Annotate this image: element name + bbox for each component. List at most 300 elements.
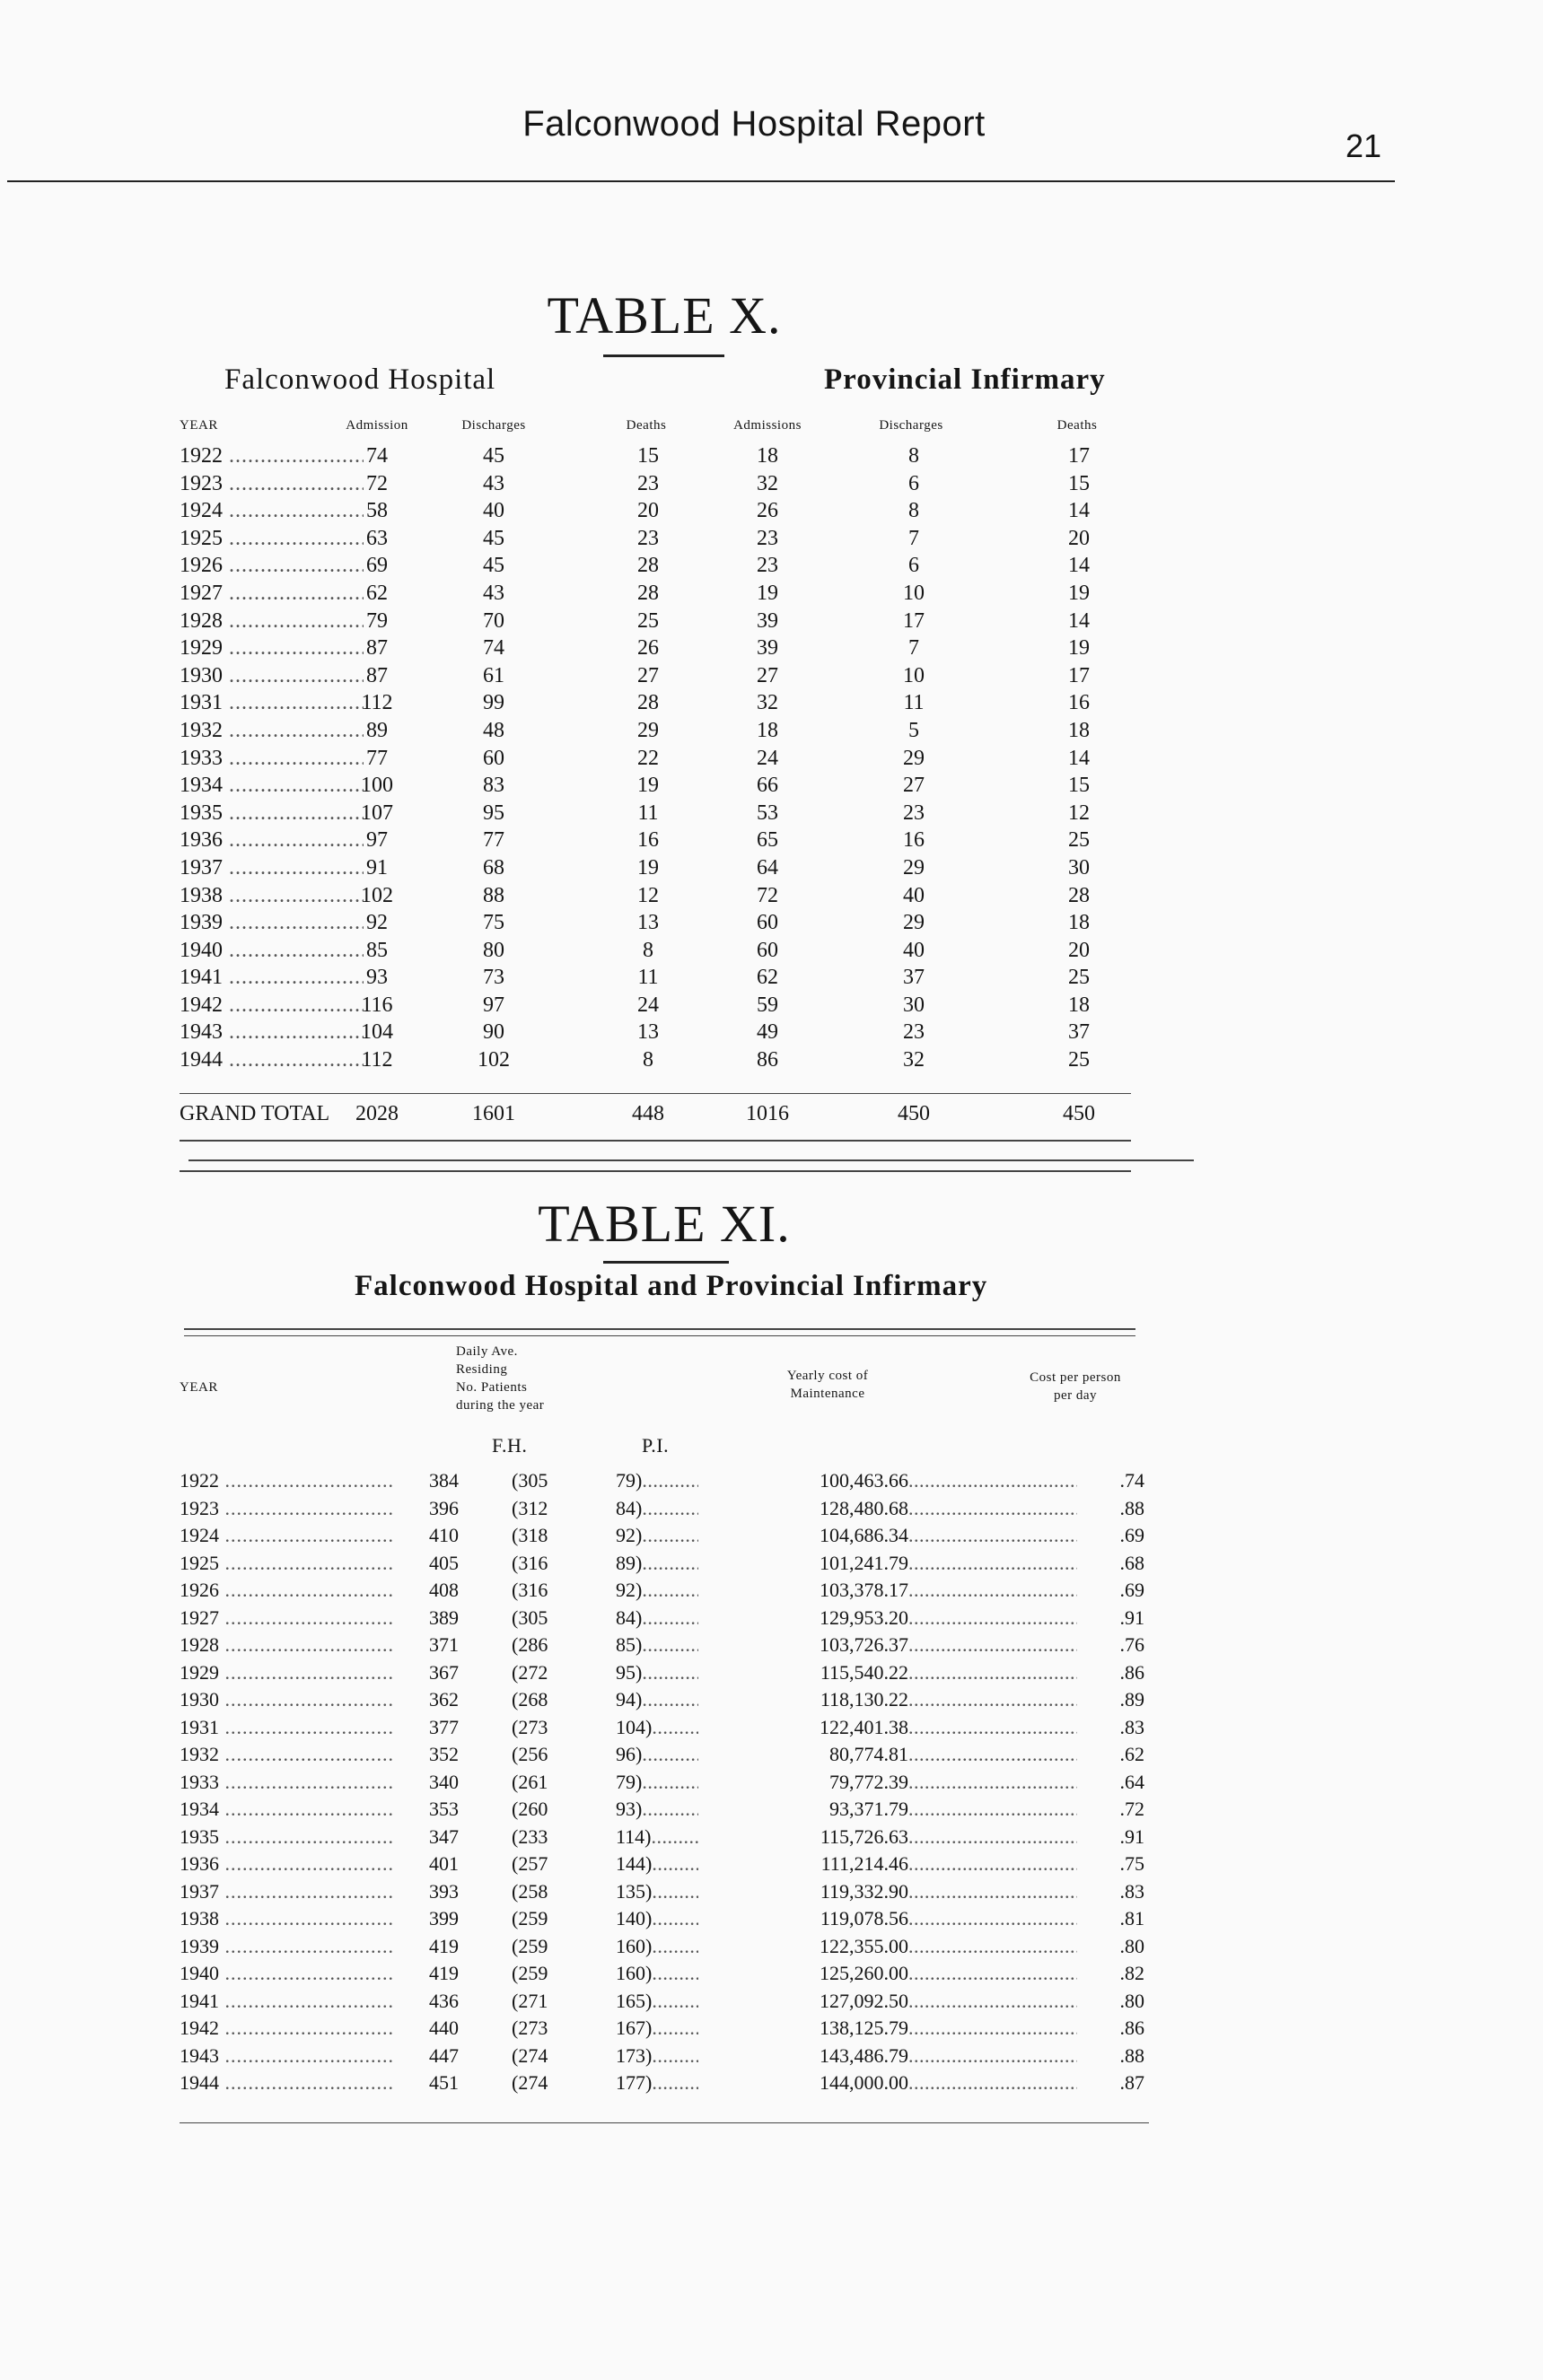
value-cell: 107 [361,801,393,825]
year-cell: 1934 ..... [180,1798,395,1821]
table-row [180,966,1131,993]
value-cell: 6 [908,554,919,578]
daily-average-cell: 384 [429,1469,459,1492]
year-cell: 1938 ..... [180,1907,395,1930]
value-cell: 29 [637,718,659,742]
value-cell: 11 [903,691,925,715]
table-x-total-rule [180,1093,1131,1094]
table-x-body [180,444,1131,1076]
year-cell: 1940 ..... [180,1962,395,1985]
value-cell: 13 [637,911,659,935]
value-cell: 102 [478,1048,510,1072]
yearly-cost-cell: 138,125.79 [698,2017,908,2040]
table-row [180,1469,1149,1497]
table-row [180,1633,1149,1661]
year-cell: 1935 ..... [180,1825,395,1849]
table-xi-subtitle: Falconwood Hospital and Provincial Infirmary [355,1270,988,1302]
yearly-cost-cell: 111,214.46 [698,1852,908,1876]
table-row [180,828,1131,856]
table-row [180,472,1131,500]
table-row [180,884,1131,912]
year-cell: 1944 ..... [180,1048,364,1072]
value-cell: 72 [757,883,778,907]
value-cell: 28 [637,691,659,715]
value-cell: 25 [1068,1048,1090,1072]
value-cell: 12 [1068,801,1090,825]
value-cell: 8 [643,1048,653,1072]
table-row [180,2017,1149,2044]
table-x-group-left: Falconwood Hospital [224,363,496,396]
fh-cell: (259 [512,1962,548,1984]
year-cell: 1922 ..... [180,1469,395,1492]
cost-per-day-cell: .82 [1077,1962,1144,1985]
value-cell: 20 [637,499,659,523]
value-cell: 27 [637,663,659,687]
year-cell: 1930 ..... [180,664,364,688]
value-cell: 43 [483,581,504,605]
year-cell: 1931 ..... [180,691,364,715]
daily-average-cell: 399 [429,1907,459,1929]
cost-per-day-cell: .69 [1077,1524,1144,1547]
value-cell: 16 [903,828,925,853]
value-cell: 91 [366,855,388,879]
grand-total-cell: 1016 [746,1102,789,1125]
year-cell: 1941 ..... [180,1990,395,2013]
yearly-cost-cell: 118,130.22 [698,1688,908,1711]
table-x-header-cell: Admission [346,418,408,433]
value-cell: 63 [366,526,388,550]
year-cell: 1927 ..... [180,582,364,606]
table-row [180,993,1131,1021]
value-cell: 37 [903,966,925,990]
year-cell: 1936 ..... [180,828,364,853]
table-xi-header-daily: No. Patients [456,1380,528,1395]
value-cell: 32 [757,691,778,715]
value-cell: 79 [366,608,388,633]
yearly-cost-cell: 79,772.39 [698,1771,908,1794]
fh-cell: (259 [512,1907,548,1929]
yearly-cost-cell: 103,726.37 [698,1633,908,1657]
year-cell: 1941 ..... [180,966,364,990]
yearly-cost-cell: 101,241.79 [698,1552,908,1575]
year-cell: 1933 ..... [180,1771,395,1794]
table-row [180,719,1131,747]
table-row [180,1852,1149,1880]
value-cell: 72 [366,471,388,495]
value-cell: 14 [1068,746,1090,770]
fh-cell: (316 [512,1551,548,1574]
value-cell: 14 [1068,608,1090,633]
value-cell: 40 [483,499,504,523]
daily-average-cell: 451 [429,2071,459,2094]
year-cell: 1932 ..... [180,719,364,743]
table-xi-pi-label: P.I. [642,1434,670,1457]
grand-total-cell: 448 [632,1102,664,1125]
value-cell: 17 [1068,663,1090,687]
value-cell: 45 [483,444,504,468]
pi-cell: 84) ..... [616,1497,698,1520]
cost-per-day-cell: .89 [1077,1688,1144,1711]
pi-cell: 94) ..... [616,1688,698,1711]
year-cell: 1926 ..... [180,554,364,578]
pi-cell: 93) ..... [616,1798,698,1821]
fh-cell: (312 [512,1496,548,1519]
value-cell: 13 [637,1020,659,1045]
value-cell: 69 [366,554,388,578]
value-cell: 45 [483,554,504,578]
year-cell: 1939 ..... [180,1935,395,1958]
value-cell: 74 [483,636,504,661]
table-row [180,747,1131,774]
value-cell: 104 [361,1020,393,1045]
daily-average-cell: 405 [429,1551,459,1574]
daily-average-cell: 352 [429,1743,459,1765]
value-cell: 89 [366,718,388,742]
value-cell: 75 [483,911,504,935]
yearly-cost-cell: 103,378.17 [698,1579,908,1602]
cost-per-day-cell: .62 [1077,1743,1144,1766]
value-cell: 100 [361,774,393,798]
table-row [180,1771,1149,1798]
table-row [180,939,1131,967]
value-cell: 60 [757,938,778,962]
table-row [180,554,1131,582]
daily-average-cell: 408 [429,1579,459,1601]
year-cell: 1925 ..... [180,527,364,551]
cost-per-day-cell: .74 [1077,1469,1144,1492]
value-cell: 20 [1068,526,1090,550]
pi-cell: 135) ..... [616,1880,698,1903]
value-cell: 8 [908,444,919,468]
value-cell: 40 [903,883,925,907]
fh-cell: (257 [512,1852,548,1875]
table-x-header-cell: Discharges [461,418,526,433]
value-cell: 19 [1068,636,1090,661]
year-cell: 1930 ..... [180,1688,395,1711]
cost-per-day-cell: .64 [1077,1771,1144,1794]
value-cell: 37 [1068,1020,1090,1045]
cost-per-day-cell: .68 [1077,1552,1144,1575]
fh-cell: (271 [512,1989,548,2012]
section-separator-rule [188,1159,1194,1161]
pi-cell: 160) ..... [616,1935,698,1958]
value-cell: 19 [637,774,659,798]
year-cell: 1925 ..... [180,1552,395,1575]
year-cell: 1935 ..... [180,801,364,826]
pi-cell: 160) ..... [616,1962,698,1985]
value-cell: 77 [366,746,388,770]
year-cell: 1936 ..... [180,1852,395,1876]
value-cell: 22 [637,746,659,770]
year-cell: 1923 ..... [180,472,364,496]
table-row [180,1552,1149,1579]
table-row [180,2044,1149,2072]
year-cell: 1942 ..... [180,993,364,1018]
table-xi-top-rule [184,1328,1135,1330]
cost-per-day-cell: .81 [1077,1907,1144,1930]
yearly-cost-cell: 93,371.79 [698,1798,908,1821]
value-cell: 45 [483,526,504,550]
table-row [180,636,1131,664]
grand-total-cell: 1601 [472,1102,515,1125]
table-x-group-right: Provincial Infirmary [824,363,1106,396]
daily-average-cell: 340 [429,1770,459,1793]
fh-cell: (318 [512,1524,548,1546]
table-xi-header-cost: Cost per person [1030,1370,1121,1385]
fh-cell: (274 [512,2043,548,2067]
fh-cell: (256 [512,1743,548,1765]
value-cell: 53 [757,801,778,825]
table-row [180,1935,1149,1963]
table-row [180,527,1131,555]
value-cell: 95 [483,801,504,825]
cost-per-day-cell: .86 [1077,2017,1144,2040]
value-cell: 16 [1068,691,1090,715]
value-cell: 23 [757,526,778,550]
year-cell: 1937 ..... [180,1880,395,1903]
daily-average-cell: 389 [429,1606,459,1629]
value-cell: 73 [483,966,504,990]
value-cell: 29 [903,746,925,770]
fh-cell: (273 [512,1715,548,1738]
header-rule [7,180,1395,182]
yearly-cost-cell: 122,355.00 [698,1935,908,1958]
value-cell: 8 [908,499,919,523]
yearly-cost-cell: 125,260.00 [698,1962,908,1985]
year-cell: 1939 ..... [180,911,364,935]
value-cell: 24 [757,746,778,770]
table-row [180,911,1131,939]
value-cell: 29 [903,911,925,935]
yearly-cost-cell: 144,000.00 [698,2071,908,2095]
value-cell: 32 [903,1048,925,1072]
table-row [180,1825,1149,1853]
value-cell: 11 [637,966,659,990]
value-cell: 112 [361,691,393,715]
table-xi-bottom-rule [180,2122,1149,2123]
table-x-title: TABLE X. [547,286,782,345]
value-cell: 17 [1068,444,1090,468]
value-cell: 93 [366,966,388,990]
pi-cell: 85) ..... [616,1633,698,1657]
table-x-header-cell: Deaths [1056,418,1098,433]
pi-cell: 79) ..... [616,1771,698,1794]
cost-per-day-cell: .80 [1077,1935,1144,1958]
table-row [180,2071,1149,2099]
table-row [180,1048,1131,1076]
cost-per-day-cell: .83 [1077,1880,1144,1903]
table-row [180,856,1131,884]
value-cell: 25 [637,608,659,633]
pi-cell: 95) ..... [616,1661,698,1684]
value-cell: 23 [903,1020,925,1045]
pi-cell: 92) ..... [616,1579,698,1602]
fh-cell: (233 [512,1824,548,1848]
table-row [180,1661,1149,1689]
pi-cell: 144) ..... [616,1852,698,1876]
value-cell: 64 [757,855,778,879]
year-cell: 1927 ..... [180,1606,395,1630]
pi-cell: 177) ..... [616,2071,698,2095]
value-cell: 116 [361,993,393,1017]
year-cell: 1933 ..... [180,747,364,771]
fh-cell: (258 [512,1879,548,1903]
value-cell: 24 [637,993,659,1017]
year-cell: 1928 ..... [180,609,364,634]
page-number: 21 [1345,127,1381,164]
table-row [180,1606,1149,1634]
table-row [180,1688,1149,1716]
value-cell: 28 [637,581,659,605]
value-cell: 80 [483,938,504,962]
fh-cell: (268 [512,1688,548,1711]
yearly-cost-cell: 127,092.50 [698,1990,908,2013]
pi-cell: 173) ..... [616,2044,698,2068]
value-cell: 28 [1068,883,1090,907]
grand-total-cell: 450 [898,1102,930,1125]
grand-total-cell: 450 [1063,1102,1095,1125]
value-cell: 62 [366,581,388,605]
daily-average-cell: 410 [429,1524,459,1546]
cost-per-day-cell: .88 [1077,1497,1144,1520]
table-row [180,1497,1149,1525]
value-cell: 68 [483,855,504,879]
table-row [180,1524,1149,1552]
table-row [180,444,1131,472]
value-cell: 86 [757,1048,778,1072]
grand-total-label: GRAND TOTAL [180,1102,330,1125]
value-cell: 18 [1068,718,1090,742]
value-cell: 59 [757,993,778,1017]
yearly-cost-cell: 104,686.34 [698,1524,908,1547]
pi-cell: 79) ..... [616,1469,698,1492]
value-cell: 85 [366,938,388,962]
pi-cell: 89) ..... [616,1552,698,1575]
table-row [180,609,1131,637]
yearly-cost-cell: 128,480.68 [698,1497,908,1520]
cost-per-day-cell: .75 [1077,1852,1144,1876]
value-cell: 18 [1068,911,1090,935]
table-row [180,1880,1149,1908]
fh-cell: (274 [512,2071,548,2094]
value-cell: 19 [757,581,778,605]
daily-average-cell: 447 [429,2043,459,2067]
pi-cell: 114) ..... [616,1825,698,1849]
table-row [180,1020,1131,1048]
table-row [180,1579,1149,1606]
table-xi-header-yearly: Maintenance [790,1387,865,1401]
value-cell: 18 [757,718,778,742]
value-cell: 18 [757,444,778,468]
table-x-end-rule [180,1140,1131,1142]
value-cell: 97 [366,828,388,853]
cost-per-day-cell: .91 [1077,1825,1144,1849]
year-cell: 1928 ..... [180,1633,395,1657]
fh-cell: (273 [512,2017,548,2039]
year-cell: 1940 ..... [180,939,364,963]
year-cell: 1926 ..... [180,1579,395,1602]
grand-total-cell: 2028 [355,1102,399,1125]
value-cell: 43 [483,471,504,495]
table-xi-header-daily: Residing [456,1362,508,1377]
value-cell: 23 [637,526,659,550]
table-x-title-rule [603,354,724,357]
year-cell: 1943 ..... [180,1020,364,1045]
value-cell: 66 [757,774,778,798]
pi-cell: 167) ..... [616,2017,698,2040]
value-cell: 17 [903,608,925,633]
value-cell: 25 [1068,828,1090,853]
table-xi-title: TABLE XI. [538,1194,791,1253]
value-cell: 27 [903,774,925,798]
cost-per-day-cell: .80 [1077,1990,1144,2013]
value-cell: 6 [908,471,919,495]
daily-average-cell: 396 [429,1496,459,1519]
cost-per-day-cell: .76 [1077,1633,1144,1657]
pi-cell: 104) ..... [616,1716,698,1739]
year-cell: 1932 ..... [180,1743,395,1766]
value-cell: 74 [366,444,388,468]
pi-cell: 84) ..... [616,1606,698,1630]
table-row [180,664,1131,692]
value-cell: 30 [903,993,925,1017]
value-cell: 112 [361,1048,393,1072]
fh-cell: (305 [512,1606,548,1629]
value-cell: 90 [483,1020,504,1045]
pi-cell: 92) ..... [616,1524,698,1547]
daily-average-cell: 353 [429,1798,459,1820]
table-row [180,1716,1149,1744]
year-cell: 1929 ..... [180,1661,395,1684]
value-cell: 97 [483,993,504,1017]
value-cell: 12 [637,883,659,907]
value-cell: 30 [1068,855,1090,879]
value-cell: 48 [483,718,504,742]
year-cell: 1922 ..... [180,444,364,468]
value-cell: 61 [483,663,504,687]
daily-average-cell: 419 [429,1962,459,1984]
value-cell: 58 [366,499,388,523]
fh-cell: (286 [512,1633,548,1656]
fh-cell: (316 [512,1579,548,1601]
daily-average-cell: 371 [429,1633,459,1656]
value-cell: 8 [643,938,653,962]
value-cell: 60 [483,746,504,770]
fh-cell: (261 [512,1770,548,1793]
table-x-header-cell: Deaths [626,418,667,433]
cost-per-day-cell: .72 [1077,1798,1144,1821]
fh-cell: (259 [512,1934,548,1957]
year-cell: 1942 ..... [180,2017,395,2040]
value-cell: 83 [483,774,504,798]
daily-average-cell: 347 [429,1824,459,1848]
value-cell: 25 [1068,966,1090,990]
value-cell: 15 [637,444,659,468]
value-cell: 87 [366,663,388,687]
value-cell: 49 [757,1020,778,1045]
yearly-cost-cell: 119,078.56 [698,1907,908,1930]
table-xi-header-yearly: Yearly cost of [786,1369,869,1383]
yearly-cost-cell: 115,540.22 [698,1661,908,1684]
year-cell: 1944 ..... [180,2071,395,2095]
value-cell: 23 [903,801,925,825]
daily-average-cell: 377 [429,1715,459,1738]
value-cell: 15 [1068,774,1090,798]
daily-average-cell: 367 [429,1660,459,1684]
cost-per-day-cell: .88 [1077,2044,1144,2068]
daily-average-cell: 436 [429,1989,459,2012]
value-cell: 7 [908,526,919,550]
